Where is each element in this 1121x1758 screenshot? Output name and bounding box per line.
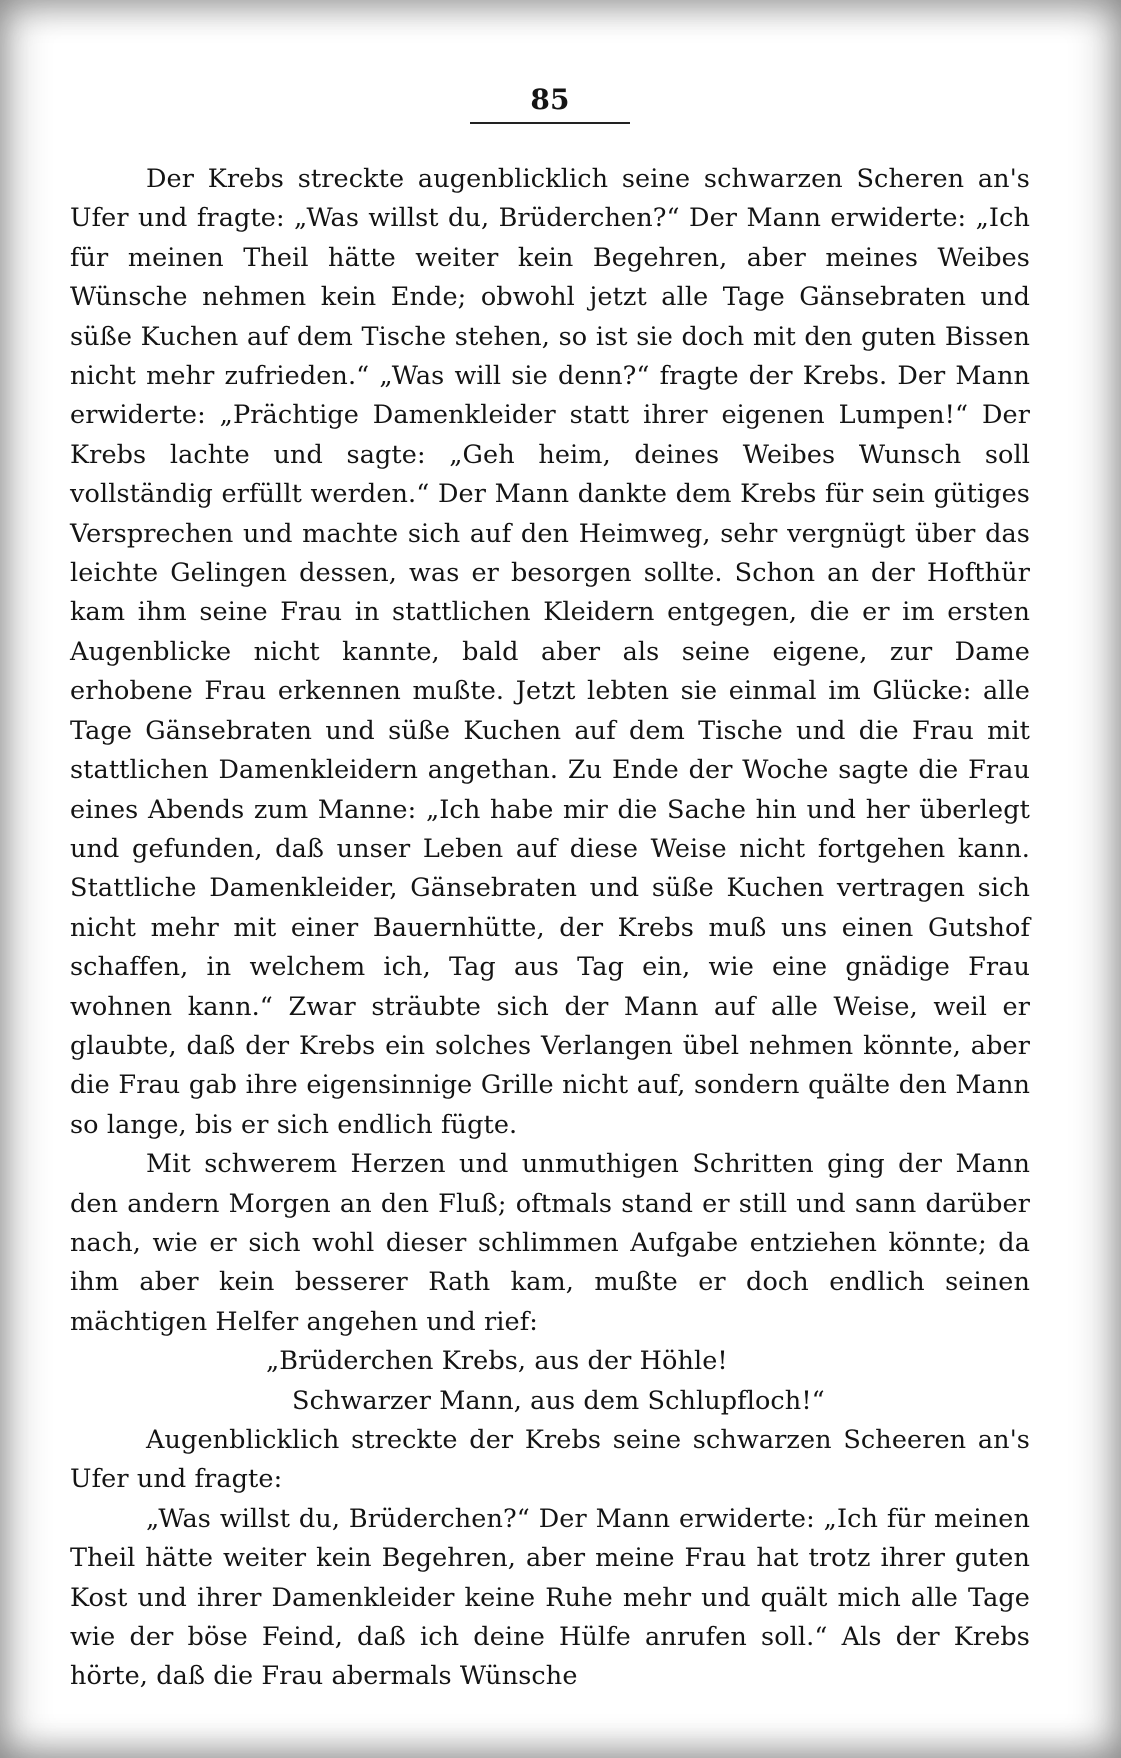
page-number-text: 85 <box>470 80 629 124</box>
paragraph-1: Der Krebs streckte augenblicklich seine schwarzen Scheren an's Ufer und fragte: „Was willst du, Brüderchen?“ Der Mann erwiderte: „Ich für meinen Theil hätte weiter kein Begehren, aber meines Weibes Wünsche nehmen kein Ende; obwohl jetzt alle Tage Gänsebraten und süße Kuchen auf dem Tische stehen, so ist sie doch mit den guten Bissen nicht mehr zufrieden.“ „Was will sie denn?“ fragte der Krebs. Der Mann erwiderte: „Prächtige Damenkleider statt ihrer eigenen Lumpen!“ Der Krebs lachte und sagte: „Geh heim, deines Weibes Wunsch soll vollständig erfüllt werden.“ Der Mann dankte dem Krebs für sein gütiges Versprechen und machte sich auf den Heimweg, sehr vergnügt über das leichte Gelingen dessen, was er besorgen sollte. Schon an der Hofthür kam ihm seine Frau in stattlichen Kleidern entgegen, die er im ersten Augenblicke nicht kannte, bald aber als seine eigene, zur Dame erhobene Frau erkennen mußte. Jetzt lebten sie einmal im Glücke: alle Tage Gänsebraten und süße Kuchen auf dem Tische und die Frau mit stattlichen Damenkleidern angethan. Zu Ende der Woche sagte die Frau eines Abends zum Manne: „Ich habe mir die Sache hin und her überlegt und gefunden, daß unser Leben auf diese Weise nicht fortgehen kann. Stattliche Damenkleider, Gänsebraten und süße Kuchen vertragen sich nicht mehr mit einer Bauernhütte, der Krebs muß uns einen Gutshof schaffen, in welchem ich, Tag aus Tag ein, wie eine gnädige Frau wohnen kann.“ Zwar sträubte sich der Mann auf alle Weise, weil er glaubte, daß der Krebs ein solches Verlangen übel nehmen könnte, aber die Frau gab ihre eigensinnige Grille nicht auf, sondern quälte den Mann so lange, bis er sich endlich fügte. <box>70 164 1030 1140</box>
page-number <box>70 80 1030 124</box>
verse-line-1: „Brüderchen Krebs, aus der Höhle! <box>266 1346 728 1377</box>
paragraph-4: „Was willst du, Brüderchen?“ Der Mann erwiderte: „Ich für meinen Theil hätte weiter kein Begehren, aber meine Frau hat trotz ihrer guten Kost und ihrer Damenkleider keine Ruhe mehr und quält mich alle Tage wie der böse Feind, daß ich deine Hülfe anrufen soll.“ Als der Krebs hörte, daß die Frau abermals Wünsche <box>70 1503 1030 1692</box>
verse-line-2: Schwarzer Mann, aus dem Schlupfloch!“ <box>292 1385 825 1416</box>
verse-block <box>70 1342 1030 1421</box>
paragraph-2: Mit schwerem Herzen und unmuthigen Schritten ging der Mann den andern Morgen an den Fluß; oftmals stand er still und sann darüber nach, wie er sich wohl dieser schlimmen Aufgabe entziehen könnte; da ihm aber kein besserer Rath kam, mußte er doch endlich seinen mächtigen Helfer angehen und rief: <box>70 1149 1030 1337</box>
paragraph-3: Augenblicklich streckte der Krebs seine schwarzen Scheeren an's Ufer und fragte: <box>70 1425 1030 1495</box>
book-page <box>70 80 1030 1697</box>
